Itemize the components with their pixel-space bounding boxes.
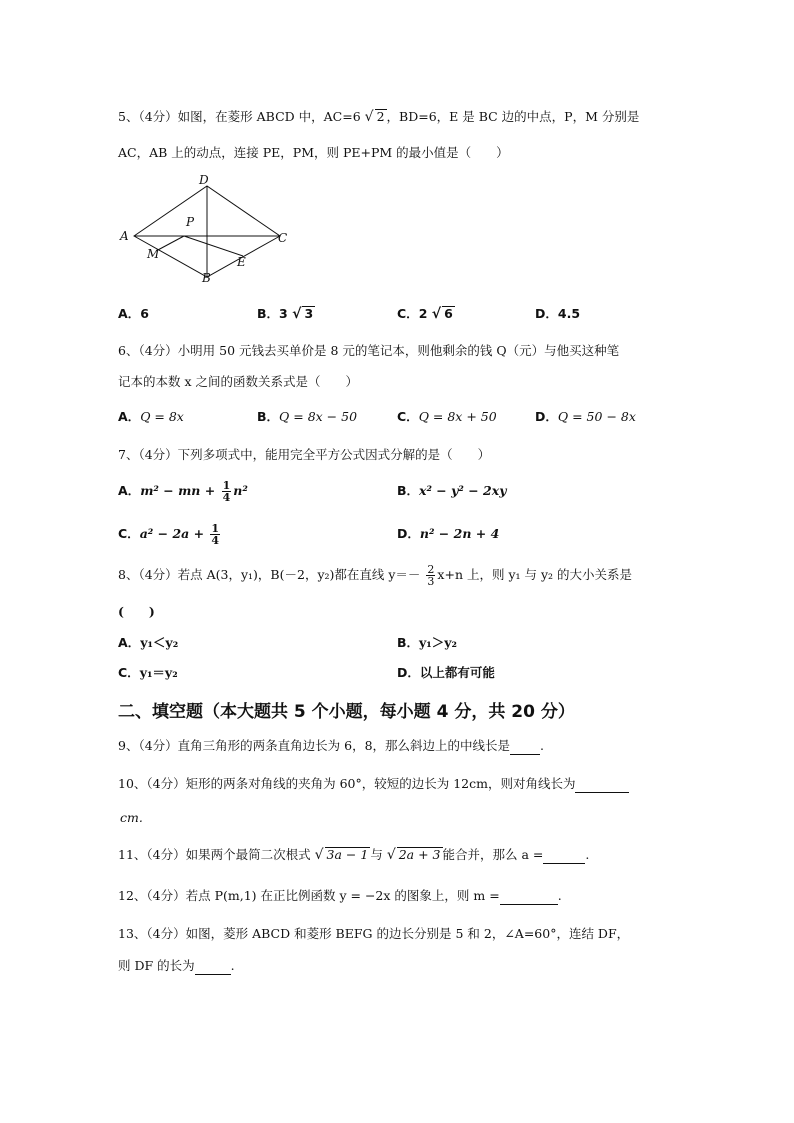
q7-option-c[interactable] [118, 521, 222, 547]
option-label: C． [118, 665, 140, 680]
option-radicand: 3 [304, 306, 314, 321]
option-value: 以上都有可能 [419, 665, 495, 680]
q8-number: 8、（4分） [118, 567, 178, 582]
q11-stem-b: 能合并，那么 a = [442, 847, 544, 862]
q8-stem-a: 若点 A(3，y₁)，B(－2，y₂)都在直线 y＝－ [177, 567, 421, 582]
option-value: y₁＝y₂ [139, 665, 178, 680]
option-label: C． [397, 306, 419, 321]
option-value: 4.5 [557, 306, 581, 321]
sqrt-sign-icon: √ [314, 847, 324, 863]
q10-answer-blank[interactable] [575, 779, 629, 793]
label-p: P [186, 215, 195, 229]
option-value: y₁＜y₂ [140, 635, 179, 650]
fraction [426, 564, 435, 587]
option-value: n² − 2n + 4 [419, 526, 500, 541]
q10-stem: 矩形的两条对角线的夹角为 60°，较短的边长为 12cm，则对角线长为 [185, 776, 576, 791]
option-label: A． [118, 635, 141, 650]
q6-option-b[interactable] [257, 408, 357, 426]
fraction-num: 2 [427, 563, 435, 576]
q6-option-a[interactable] [118, 408, 184, 426]
q10-line1 [118, 775, 629, 793]
q5-stem-a: 如图，在菱形 ABCD 中，AC=6 [177, 109, 361, 124]
option-value: Q = 8x − 50 [279, 409, 358, 424]
q5-line2: AC，AB 上的动点，连接 PE，PM，则 PE+PM 的最小值是（ ） [118, 145, 509, 160]
q13-end: . [230, 958, 235, 973]
q5-stem-b: ，BD=6，E 是 BC 边的中点，P，M 分别是 [386, 109, 640, 124]
q10-number: 10、（4分） [118, 776, 186, 791]
q12-end: . [557, 888, 562, 903]
q11-radicand-1: 3a − 1 [326, 847, 369, 862]
q13-line1 [118, 925, 629, 943]
q7-line1 [118, 446, 490, 464]
sqrt-sign-icon: √ [364, 109, 374, 125]
option-label: A． [118, 409, 141, 424]
option-label: D． [397, 665, 420, 680]
q8-stem-b: x+n 上，则 y₁ 与 y₂ 的大小关系是 [437, 567, 633, 582]
q11-radicand-2: 2a + 3 [398, 847, 441, 862]
q6-line2: 记本的本数 x 之间的函数关系式是（ ） [118, 374, 358, 389]
q11-mid: 与 [370, 847, 383, 862]
option-expr-pre: a² − 2a + [139, 526, 205, 541]
q13-number: 13、（4分） [118, 926, 186, 941]
q10-line2 [120, 809, 143, 827]
sqrt-sign-icon: √ [431, 306, 442, 322]
q7-stem: 下列多项式中，能用完全平方公式因式分解的是（ ） [177, 447, 491, 462]
fraction-den: 4 [211, 534, 220, 547]
option-label: A． [118, 483, 141, 498]
q8-line1 [118, 562, 632, 588]
option-value: y₁＞y₂ [419, 635, 458, 650]
option-radicand: 6 [444, 306, 453, 321]
q5-option-c[interactable] [397, 305, 455, 323]
fraction [210, 523, 220, 546]
fraction-den: 3 [427, 575, 435, 588]
rhombus-figure [114, 172, 294, 288]
option-label: D． [535, 306, 558, 321]
q5-radicand: 2 [376, 109, 385, 124]
option-label: B． [397, 483, 420, 498]
q8-option-b[interactable] [397, 634, 457, 652]
option-label: B． [257, 409, 280, 424]
q13-stem-2: 则 DF 的长为 [118, 958, 195, 973]
q12-line [118, 887, 562, 905]
q8-option-c[interactable] [118, 664, 178, 682]
q6-line1 [118, 342, 619, 360]
sqrt-sign-icon: √ [292, 306, 302, 322]
q9-answer-blank[interactable] [510, 741, 540, 755]
q7-option-d[interactable] [397, 525, 499, 543]
q9-end: . [540, 738, 545, 753]
label-e: E [237, 255, 246, 269]
q13-answer-blank[interactable] [195, 961, 231, 975]
fraction [222, 480, 232, 503]
segment-mp [156, 236, 184, 251]
q11-stem-a: 如果两个最简二次根式 [185, 847, 311, 862]
fraction-den: 4 [222, 491, 231, 504]
option-label: B． [257, 306, 280, 321]
q6-number: 6、（4分） [118, 343, 178, 358]
option-value: 6 [140, 306, 149, 321]
option-label: A． [118, 306, 141, 321]
q7-option-a[interactable] [118, 478, 248, 504]
q5-line1 [118, 108, 639, 126]
option-coef: 2 [418, 306, 428, 321]
q9-number: 9、（4分） [118, 738, 178, 753]
q9-stem: 直角三角形的两条直角边长为 6，8，那么斜边上的中线长是 [177, 738, 511, 753]
q11-number: 11、（4分） [118, 847, 186, 862]
sqrt-sign-icon: √ [386, 847, 396, 863]
q5-number: 5、（4分） [118, 109, 178, 124]
q11-answer-blank[interactable] [543, 850, 585, 864]
q13-stem: 如图，菱形 ABCD 和菱形 BEFG 的边长分别是 5 和 2，∠A=60°，连结 DF， [185, 926, 630, 941]
fraction-num: 1 [222, 479, 231, 492]
option-value: Q = 8x + 50 [418, 409, 497, 424]
option-expr-post: n² [233, 483, 248, 498]
option-expr-pre: m² − mn + [140, 483, 216, 498]
q11-line [118, 846, 589, 864]
q9-line [118, 737, 544, 755]
option-label: C． [397, 409, 419, 424]
label-a: A [120, 229, 129, 243]
q5-option-a[interactable] [118, 305, 149, 323]
q7-option-b[interactable] [397, 482, 506, 500]
option-value: Q = 8x [140, 409, 184, 424]
q8-paren: ( ) [118, 604, 155, 619]
q10-end: . [138, 810, 143, 825]
q5-option-d[interactable] [535, 305, 580, 323]
q12-answer-blank[interactable] [500, 891, 558, 905]
q6-option-c[interactable] [397, 408, 497, 426]
label-m: M [147, 247, 160, 261]
q7-number: 7、（4分） [118, 447, 178, 462]
q8-option-a[interactable] [118, 634, 178, 652]
q6-option-d[interactable] [535, 408, 636, 426]
option-value: x² − y² − 2xy [419, 483, 507, 498]
q11-end: . [585, 847, 590, 862]
option-label: B． [397, 635, 420, 650]
q8-option-d[interactable] [397, 664, 495, 682]
option-value: Q = 50 − 8x [557, 409, 636, 424]
option-label: D． [535, 409, 558, 424]
q5-option-b[interactable] [257, 305, 315, 323]
option-label: D． [397, 526, 420, 541]
label-b: B [202, 271, 211, 285]
q12-number: 12、（4分） [118, 888, 186, 903]
option-coef: 3 [279, 306, 288, 321]
q12-stem: 若点 P(m,1) 在正比例函数 y = −2x 的图象上，则 m = [185, 888, 500, 903]
q10-unit: cm [120, 810, 139, 825]
label-c: C [278, 231, 288, 245]
q6-stem: 小明用 50 元钱去买单价是 8 元的笔记本，则他剩余的钱 Q（元）与他买这种笔 [177, 343, 620, 358]
label-d: D [199, 173, 209, 187]
q13-line2 [118, 957, 235, 975]
option-label: C． [118, 526, 140, 541]
fraction-num: 1 [211, 522, 220, 535]
section-heading: 二、填空题（本大题共 5 个小题，每小题 4 分，共 20 分） [118, 702, 575, 722]
